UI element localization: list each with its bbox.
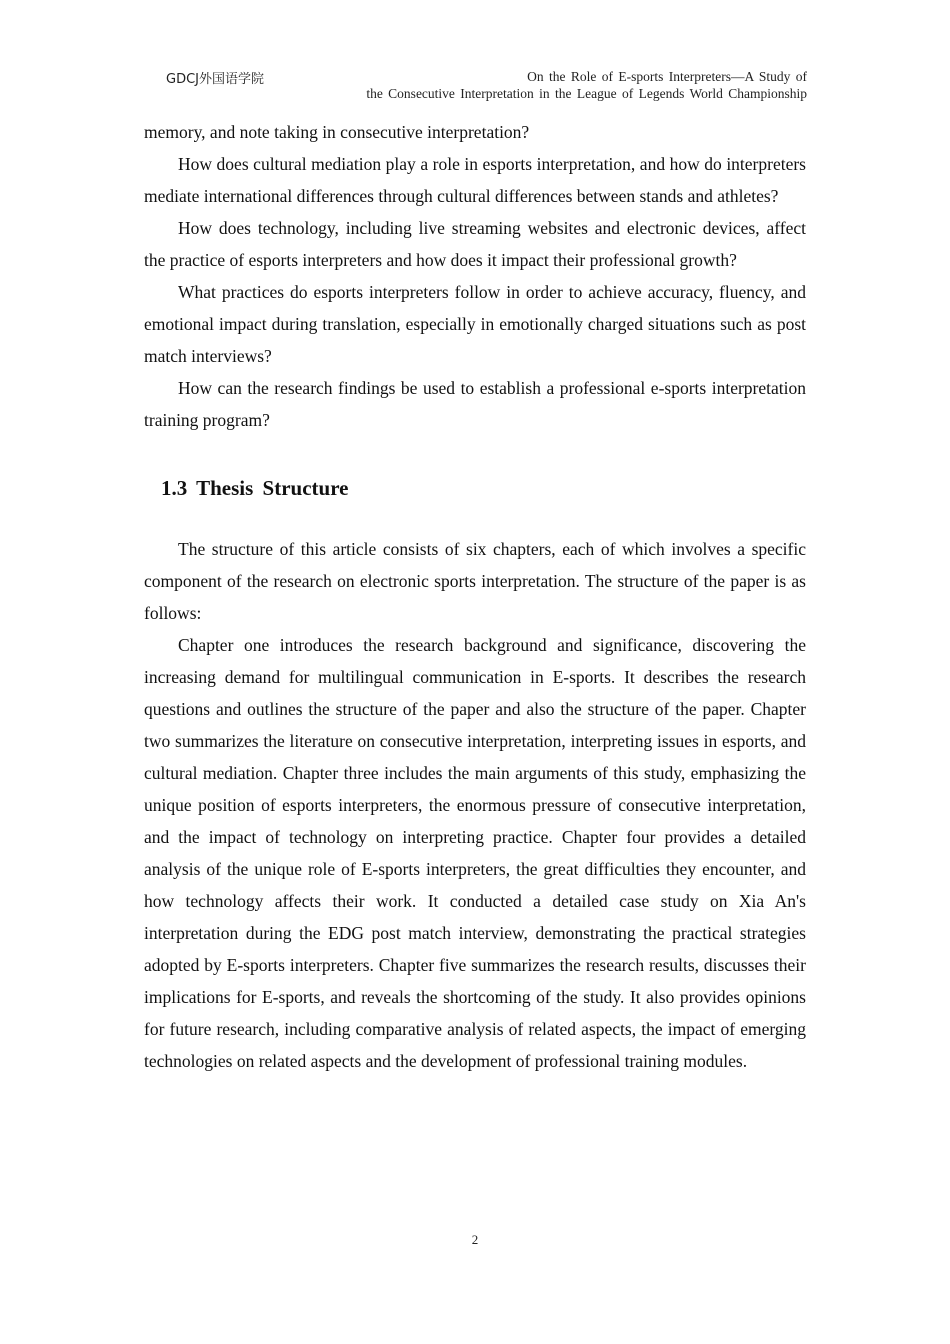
research-question-cultural-mediation: How does cultural mediation play a role in esports interpretation, and how do interpreters mediate international differences through cultural differences between stands and athletes? (144, 154, 806, 206)
research-question-technology: How does technology, including live streaming websites and electronic devices, affect the practice of esports interpreters and how does it impact their professional growth? (144, 218, 806, 270)
chapter-summary-paragraph: Chapter one introduces the research background and significance, discovering the increasing demand for multilingual communication in E-sports. It describes the research questions and outlines the structure of the paper and also the structure of the paper. Chapter two summarizes the literature on consecutive interpretation, interpreting issues in esports, and cultural mediation. Chapter three includes the main arguments of this study, emphasizing the unique position of esports interpreters, the enormous pressure of consecutive interpretation, and the impact of technology on interpreting practice. Chapter four provides a detailed analysis of the unique role of E-sports interpreters, the great difficulties they encounter, and how technology affects their work. It conducted a detailed case study on Xia An's interpretation during the EDG post match interview, demonstrating the practical strategies adopted by E-sports interpreters. Chapter five summarizes the research results, discusses their implications for E-sports, and reveals the shortcoming of the study. It also provides opinions for future research, including comparative analysis of related aspects, the impact of emerging technologies on related aspects and the development of professional training modules. (144, 635, 806, 1071)
header-title-line-1: On the Role of E-sports Interpreters—A Study of (527, 69, 807, 84)
structure-intro-paragraph: The structure of this article consists of six chapters, each of which involves a specific component of the research on electronic sports interpretation. The structure of the paper is as follows: (144, 539, 806, 623)
header-institution: GDCJ外国语学院 (166, 72, 264, 87)
body-text (144, 116, 806, 1077)
header-running-title (287, 68, 807, 102)
page-number: 2 (471, 1232, 479, 1247)
research-question-training: How can the research findings be used to establish a professional e-sports interpretation training program? (144, 378, 806, 430)
paragraph-continuation: memory, and note taking in consecutive interpretation? (144, 122, 530, 142)
section-heading: 1.3 Thesis Structure (161, 476, 349, 500)
research-question-practices: What practices do esports interpreters follow in order to achieve accuracy, fluency, and emotional impact during translation, especially in emotionally charged situations such as post match interviews? (144, 282, 806, 366)
header-title-line-2: the Consecutive Interpretation in the League of Legends World Championship (366, 86, 807, 101)
